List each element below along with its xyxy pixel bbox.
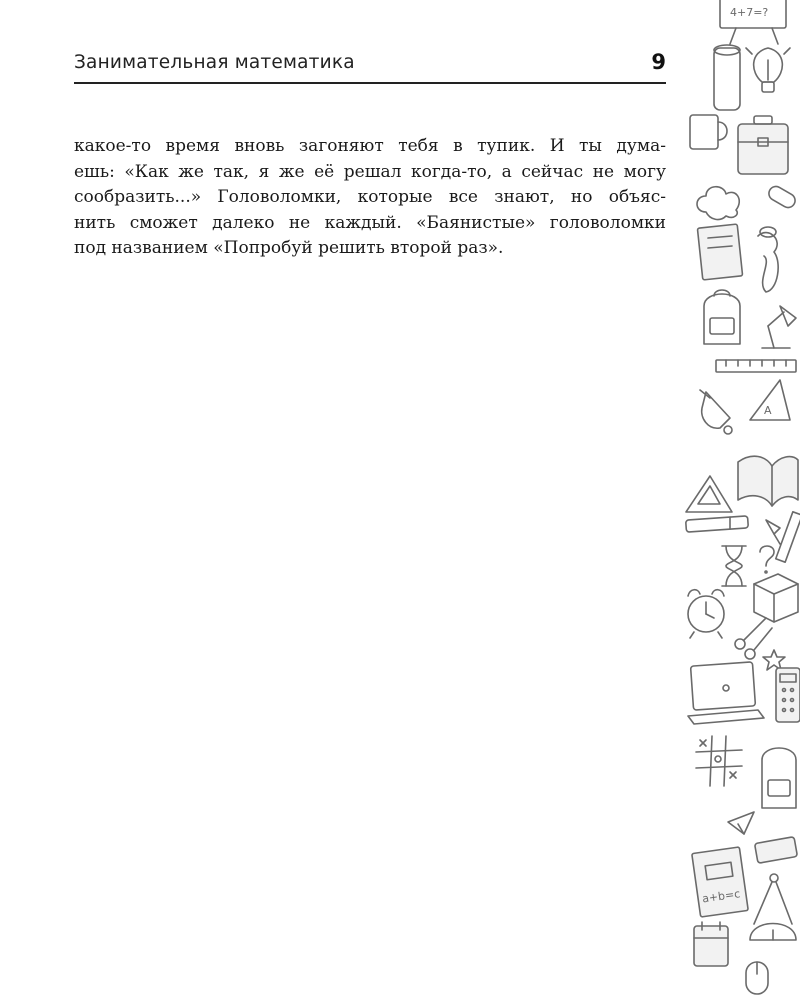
triangle-ruler-icon: [750, 380, 790, 420]
paper-plane-icon: [728, 812, 754, 834]
school-bell-icon: [700, 390, 732, 434]
body-line: ешь: «Как же так, я же её решал когда-то, а сейчас не могу: [74, 161, 666, 182]
triangle-label: A: [764, 404, 772, 417]
rolled-paper-icon: [714, 45, 740, 110]
laptop-icon: [688, 662, 764, 724]
pill-icon: [766, 184, 797, 210]
body-line: под названием «Попробуй решить второй раз».: [74, 238, 504, 259]
compass-icon: [754, 874, 792, 924]
light-bulb-icon: [746, 48, 790, 92]
cloud-icon: [697, 187, 739, 220]
body-line: нить сможет далеко не каждый. «Баянистые» головоломки: [74, 212, 666, 233]
backpack-icon: [704, 290, 740, 344]
star-icon: [763, 650, 785, 670]
scroll-icon: [758, 227, 778, 292]
set-square-icon: [686, 476, 732, 512]
cube-icon: [754, 574, 798, 622]
textbook-formula: a+b=c: [701, 887, 741, 906]
mug-icon: [690, 115, 727, 149]
easel-label: 4+7=?: [730, 6, 769, 19]
tic-tac-toe-icon: [696, 736, 742, 786]
body-line: какое-то время вновь загоняют тебя в тупик. И ты дума-: [74, 136, 666, 156]
computer-mouse-icon: [746, 962, 768, 994]
desk-lamp-icon: [762, 306, 796, 348]
body-paragraph: [74, 134, 666, 262]
calendar-icon: [694, 922, 728, 966]
eraser-icon: [755, 837, 798, 864]
calculator-icon: [776, 668, 800, 722]
open-book-icon: [738, 456, 798, 506]
question-mark-icon: [760, 546, 774, 573]
protractor-icon: [750, 924, 796, 941]
header-rule: [74, 82, 666, 84]
hourglass-icon: [722, 546, 746, 586]
notebook-icon: [697, 224, 742, 280]
alarm-clock-icon: [688, 590, 724, 638]
marker-icon: [686, 516, 749, 532]
backpack-small-icon: [762, 748, 796, 808]
page-header: [74, 50, 666, 80]
running-title: Занимательная математика: [74, 52, 355, 73]
page-number: 9: [651, 50, 666, 74]
scissors-icon: [735, 618, 772, 659]
textbook-icon: [692, 847, 748, 917]
briefcase-icon: [738, 116, 788, 174]
school-doodle-border: [680, 0, 800, 1000]
body-line: сообразить...» Головоломки, которые все знают, но объяс-: [74, 187, 666, 208]
easel-icon: [720, 0, 786, 44]
push-pin-icon: [766, 520, 780, 544]
pencil-icon: [776, 512, 800, 562]
ruler-icon: [716, 360, 796, 372]
